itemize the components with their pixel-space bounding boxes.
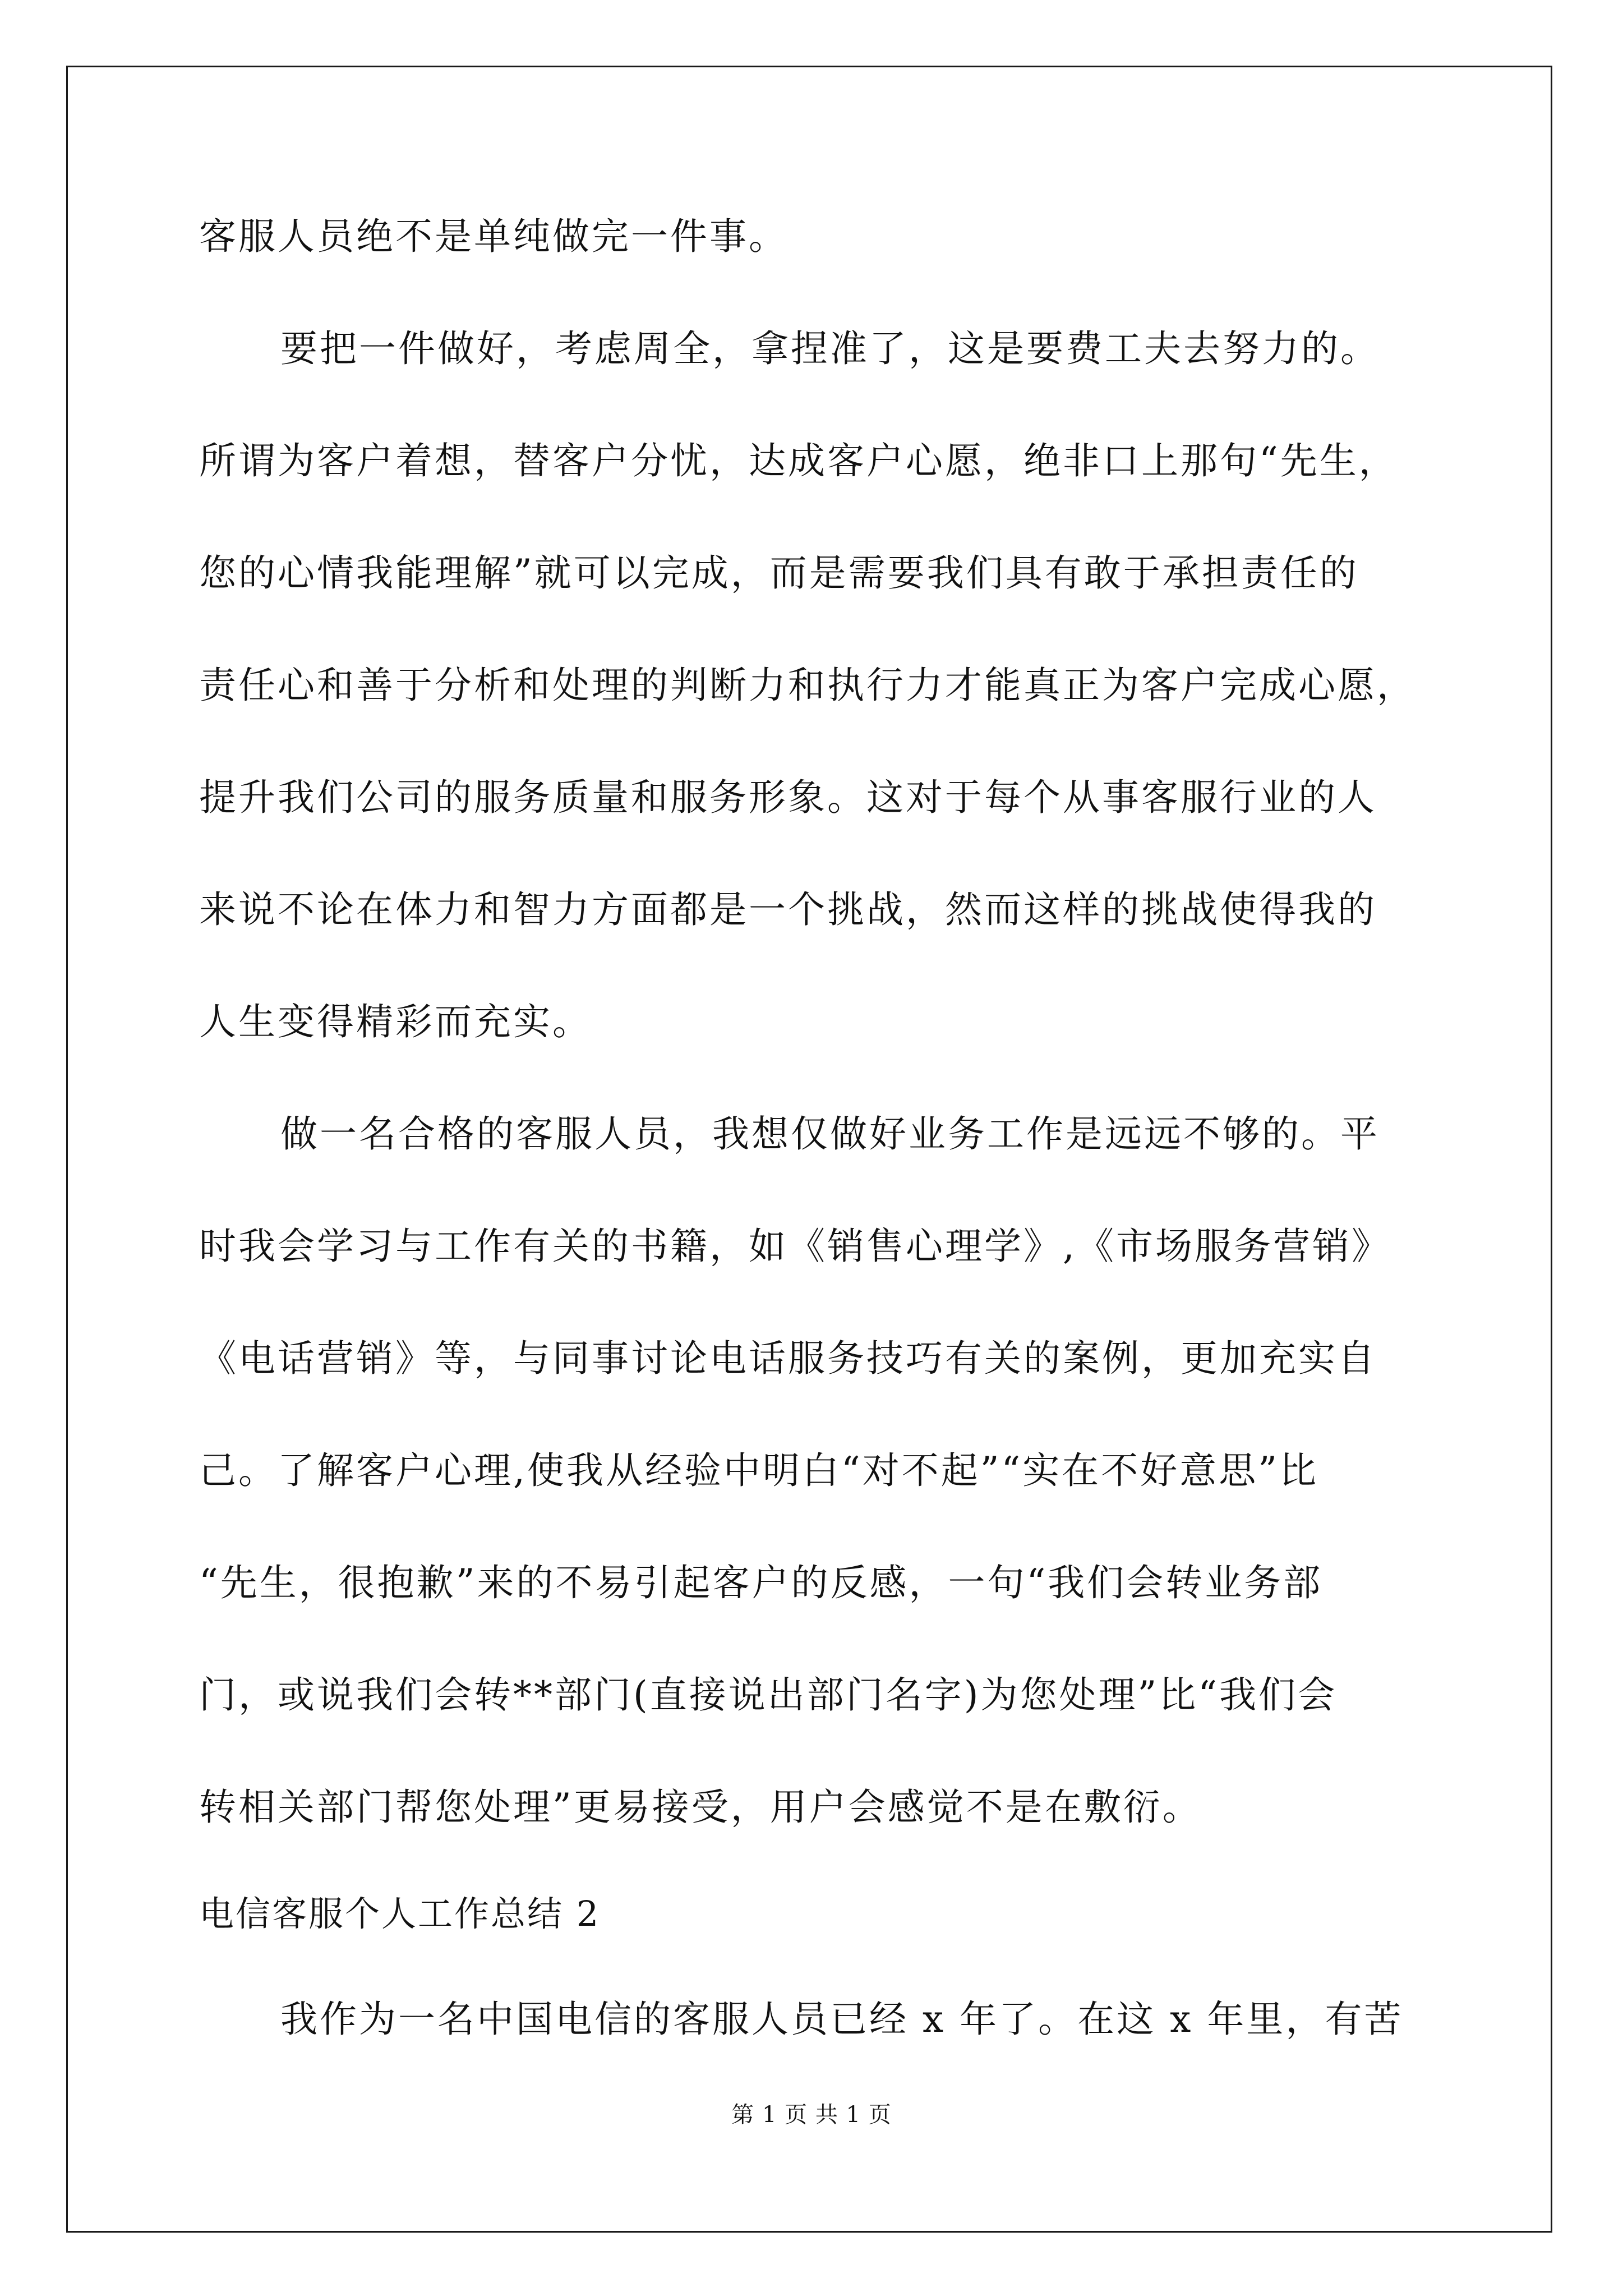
text-line: 门，或说我们会转**部门(直接说出部门名字)为您处理”比“我们会 — [199, 1673, 1337, 1717]
text-line: 所谓为客户着想，替客户分忧，达成客户心愿，绝非口上那句“先生， — [199, 439, 1398, 482]
text-line: 转相关部门帮您处理”更易接受，用户会感觉不是在敷衍。 — [199, 1786, 1202, 1829]
text-line: 时我会学习与工作有关的书籍，如《销售心理学》,《市场服务营销》 — [199, 1225, 1391, 1268]
text-line: “先生，很抱歉”来的不易引起客户的反感，一句“我们会转业务部 — [199, 1561, 1323, 1604]
page-footer: 第 1 页 共 1 页 — [731, 2102, 892, 2128]
text-line: 提升我们公司的服务质量和服务形象。这对于每个从事客服行业的人 — [199, 776, 1377, 819]
paragraph-first-line: 我作为一名中国电信的客服人员已经 x 年了。在这 x 年里，有苦 — [280, 1998, 1404, 2041]
text-line: 来说不论在体力和智力方面都是一个挑战，然而这样的挑战使得我的 — [199, 888, 1377, 931]
text-line: 客服人员绝不是单纯做完一件事。 — [199, 215, 788, 258]
text-line: 责任心和善于分析和处理的判断力和执行力才能真正为客户完成心愿， — [199, 664, 1416, 707]
paragraph-first-line: 要把一件做好，考虑周全，拿捏准了，这是要费工夫去努力的。 — [280, 327, 1380, 370]
text-line: 《电话营销》等，与同事讨论电话服务技巧有关的案例，更加充实自 — [199, 1337, 1377, 1380]
paragraph-first-line: 做一名合格的客服人员，我想仅做好业务工作是远远不够的。平 — [280, 1112, 1380, 1156]
text-line: 人生变得精彩而充实。 — [199, 1000, 592, 1043]
text-line: 己。了解客户心理,使我从经验中明白“对不起”“实在不好意思”比 — [199, 1449, 1318, 1492]
text-line: 您的心情我能理解”就可以完成，而是需要我们具有敢于承担责任的 — [199, 551, 1359, 595]
section-heading: 电信客服个人工作总结 2 — [199, 1893, 601, 1934]
